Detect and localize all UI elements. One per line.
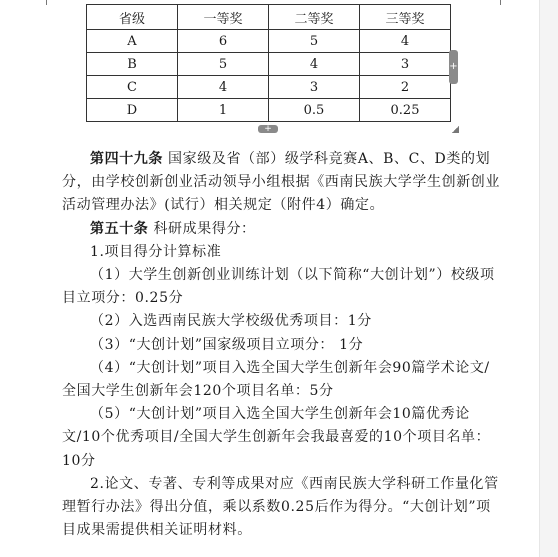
plus-icon: + <box>449 61 458 72</box>
article-50-text: 科研成果得分： <box>148 220 256 237</box>
table-row <box>87 76 451 99</box>
article-49-heading: 第四十九条 <box>90 151 163 167</box>
table-cell[interactable]: 5 <box>269 30 360 53</box>
table-cell[interactable]: C <box>87 76 178 99</box>
document-body <box>62 148 502 542</box>
table-row <box>87 30 451 53</box>
table-cell[interactable]: 6 <box>178 30 269 53</box>
add-row-handle[interactable] <box>258 125 278 133</box>
section-1-title[interactable]: 1.项目得分计算标准 <box>90 243 222 260</box>
table-header-cell[interactable]: 省级 <box>87 5 178 30</box>
table-cell[interactable]: 3 <box>269 76 360 99</box>
table-header-cell[interactable]: 二等奖 <box>269 5 360 30</box>
table-cell[interactable]: 4 <box>360 30 451 53</box>
table-header-cell[interactable]: 一等奖 <box>178 5 269 30</box>
table-cell[interactable]: 1 <box>178 99 269 122</box>
table-cell[interactable]: B <box>87 53 178 76</box>
table-cell[interactable]: 4 <box>269 53 360 76</box>
article-49-text: 国家级及省（部）级学科竞赛A、B、C、D类的划分，由学校创新创业活动领导小组根据《西南民族大学学生创新创业活动管理办法》(试行）相关规定（附件4）确定。 <box>62 151 500 214</box>
add-column-handle[interactable] <box>449 50 458 84</box>
crop-mark-left <box>42 0 47 5</box>
table-cell[interactable]: 5 <box>178 53 269 76</box>
table-header-row <box>87 5 451 30</box>
table-cell[interactable]: A <box>87 30 178 53</box>
table-resize-grip[interactable] <box>452 126 459 133</box>
table-cell[interactable]: 2 <box>360 76 451 99</box>
plus-icon: + <box>264 123 272 134</box>
table-cell[interactable]: 4 <box>178 76 269 99</box>
list-item[interactable]: （4）“大创计划”项目入选全国大学生创新年会90篇学术论文/全国大学生创新年会120个项目名单：5分 <box>62 359 490 400</box>
award-points-table <box>86 4 451 122</box>
article-49-paragraph[interactable] <box>62 148 502 218</box>
table-header-cell[interactable]: 三等奖 <box>360 5 451 30</box>
section-2-paragraph[interactable]: 2.论文、专著、专利等成果对应《西南民族大学科研工作量化管理暂行办法》得出分值，乘以系数0.25后作为得分。“大创计划”项目成果需提供相关证明材料。 <box>62 475 499 539</box>
table-cell[interactable]: 0.25 <box>360 99 451 122</box>
table-cell[interactable]: D <box>87 99 178 122</box>
article-50-heading: 第五十条 <box>90 220 149 237</box>
list-item[interactable]: （2）入选西南民族大学校级优秀项目：1分 <box>90 313 372 330</box>
table-cell[interactable]: 0.5 <box>269 99 360 122</box>
article-50-paragraph[interactable] <box>62 218 502 241</box>
list-item[interactable]: （3）“大创计划”国家级项目立项分： 1分 <box>90 336 364 353</box>
list-item[interactable]: （1）大学生创新创业训练计划（以下简称“大创计划”）校级项目立项分：0.25分 <box>62 267 495 307</box>
page-right-margin <box>539 0 558 557</box>
list-item[interactable]: （5）“大创计划”项目入选全国大学生创新年会10篇优秀论文/10个优秀项目/全国大学生创新年会我最喜爱的10个项目名单：10分 <box>62 406 491 469</box>
table-cell[interactable]: 3 <box>360 53 451 76</box>
crop-mark-right <box>500 0 505 5</box>
table-row <box>87 53 451 76</box>
table-row <box>87 99 451 122</box>
